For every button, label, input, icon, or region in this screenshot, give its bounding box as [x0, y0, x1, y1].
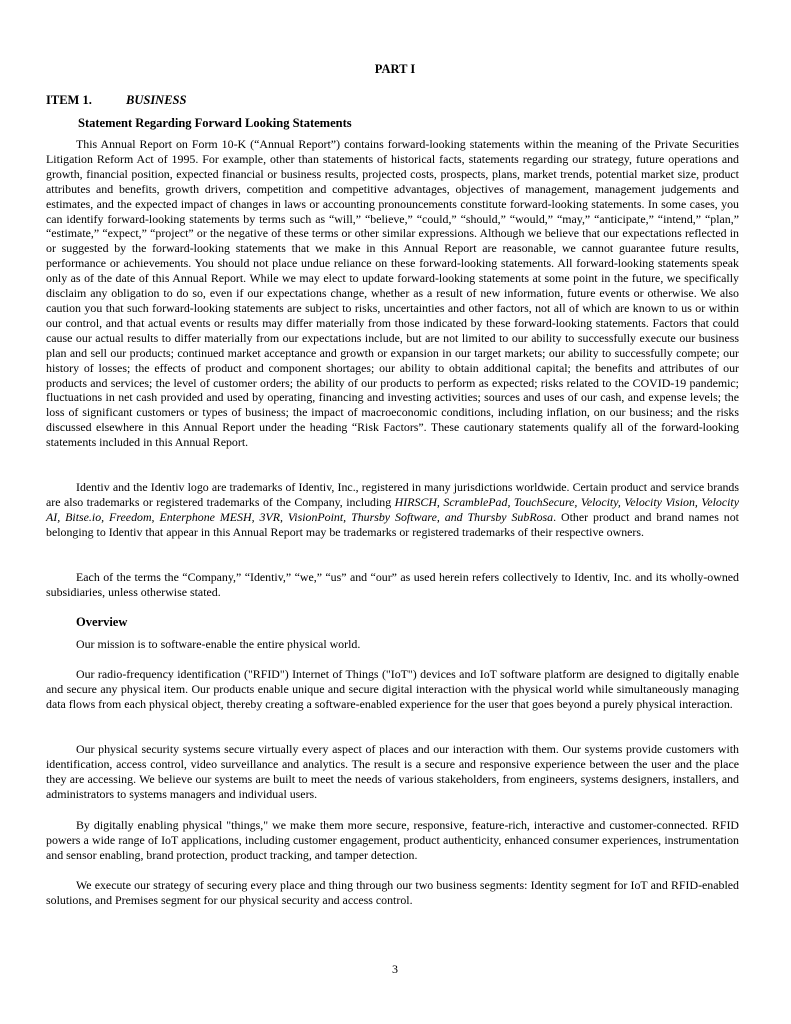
item-name: BUSINESS	[126, 93, 187, 107]
trademarks-brands: HIRSCH, ScramblePad, TouchSecure, Velocity, Velocity Vision, Velocity AI, Bitse.io, Freedom, Enterphone MESH, 3VR, VisionPoint, Thursby Software, and Thursby SubRosa	[46, 494, 740, 524]
trademarks-paragraph	[46, 480, 739, 540]
item-number: ITEM 1.	[46, 93, 92, 107]
forward-looking-heading: Statement Regarding Forward Looking Statements	[78, 116, 352, 130]
page-number: 3	[392, 962, 398, 976]
trademarks-outro: . Other product and brand names not belonging to Identiv that appear in this Annual Report may be trademarks or registered trademarks of their respective owners.	[46, 509, 739, 539]
mission-paragraph: Our mission is to software-enable the entire physical world.	[76, 637, 361, 651]
part-title: PART I	[374, 62, 416, 76]
rfid-paragraph: Our radio-frequency identification ("RFID") Internet of Things ("IoT") devices and IoT software platform are designed to digitally enable and secure any physical item. Our products enable unique and secure digital interaction with the physical world while simultaneously managing data flows from each physical object, thereby creating a software-enabled experience for the user that goes beyond a purely physical interaction.	[46, 667, 739, 711]
trademarks-intro: Identiv and the Identiv logo are trademarks of Identiv, Inc., registered in many jurisdictions worldwide. Certain product and service brands are also trademarks or registered trademarks of the Company, including	[46, 480, 739, 509]
strategy-paragraph: We execute our strategy of securing every place and thing through our two business segments: Identity segment for IoT and RFID-enabled solutions, and Premises segment for our physical security and access control.	[46, 878, 739, 907]
overview-heading: Overview	[76, 615, 128, 629]
item-heading	[46, 93, 186, 108]
things-paragraph: By digitally enabling physical "things," we make them more secure, responsive, feature-rich, interactive and customer-connected. RFID powers a wide range of IoT applications, including customer engagement, product authenticity, enhanced consumer experiences, instrumentation and sensor enabling, brand protection, product tracking, and tamper detection.	[46, 818, 739, 862]
forward-looking-paragraph: This Annual Report on Form 10-K (“Annual Report”) contains forward-looking statements within the meaning of the Private Securities Litigation Reform Act of 1995. For example, other than statements of historical facts, statements regarding our strategy, future operations and growth, financial position, expected financial or business results, projected costs, prospects, plans, market trends, potential market size, product attributes and benefits, growth drivers, competition and competitive advantages, objectives of management, management judgements and estimates, and the expected impact of changes in laws or accounting pronouncements constitute forward-looking statements. In some cases, you can identify forward-looking statements by terms such as “will,” “believe,” “could,” “should,” “would,” “may,” “anticipate,” “intend,” “plan,” “estimate,” “expect,” “project” or the negative of these terms or other similar expressions. Although we believe that our expectations reflected in or suggested by the forward-looking statements that we make in this Annual Report are reasonable, we cannot guarantee future results, performance or achievements. You should not place undue reliance on these forward-looking statements. All forward-looking statements speak only as of the date of this Annual Report. While we may elect to update forward-looking statements at some point in the future, we specifically disclaim any obligation to do so, even if our expectations change, whether as a result of new information, future events or otherwise. We also caution you that such forward-looking statements are subject to risks, uncertainties and other factors, not all of which are known to us or within our control, and that actual events or results may differ materially from those indicated by these forward-looking statements. Factors that could cause our actual results to differ materially from our expectations include, but are not limited to our ability to successfully execute our business plan and sell our products; continued market acceptance and growth or expansion in our target markets; our ability to successfully compete; our history of losses; the effects of product and component shortages; our ability to obtain additional capital; the benefits and attributes of our products and services; the level of customer orders; the ability of our products to perform as expected; risks related to the COVID-19 pandemic; fluctuations in net cash provided and used by operating, financing and investing activities; sources and uses of our cash, and expense levels; the loss of significant customers or types of business; the impact of macroeconomic conditions, including inflation, on our business; and the risks discussed elsewhere in this Annual Report under the heading “Risk Factors”. These cautionary statements qualify all of the forward-looking statements included in this Annual Report.	[46, 137, 739, 450]
definitions-paragraph: Each of the terms the “Company,” “Identiv,” “we,” “us” and “our” as used herein refers collectively to Identiv, Inc. and its wholly-owned subsidiaries, unless otherwise stated.	[46, 570, 739, 599]
security-paragraph: Our physical security systems secure virtually every aspect of places and our interaction with them. Our systems provide customers with identification, access control, video surveillance and analytics. The result is a secure and responsive experience between the user and the place they are accessing. We believe our systems are built to meet the needs of various stakeholders, from engineers, systems designers, installers, and administrators to systems managers and individual users.	[46, 742, 739, 801]
